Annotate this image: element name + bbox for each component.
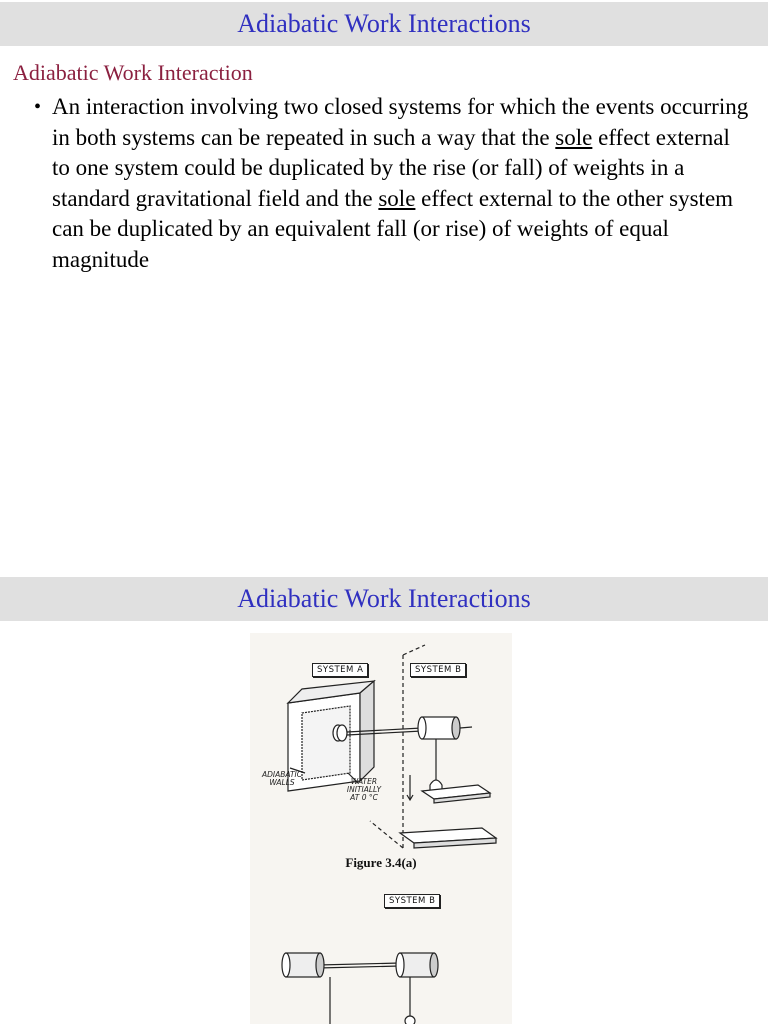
adiabatic-walls-line1: ADIABATIC <box>261 770 302 779</box>
figure-caption: Figure 3.4(a) <box>345 855 417 870</box>
bullet-sole-1: sole <box>555 124 593 150</box>
adiabatic-walls-line2: WALLS <box>269 778 295 787</box>
bullet-text <box>52 92 752 275</box>
system-b-label-2: SYSTEM B <box>384 894 440 908</box>
apparatus-diagram-icon <box>250 633 512 1024</box>
figure-3-4a <box>250 633 512 1024</box>
slide1-subheading: Adiabatic Work Interaction <box>13 60 253 85</box>
slide2-title: Adiabatic Work Interactions <box>237 584 531 613</box>
system-b-label: SYSTEM B <box>410 663 466 677</box>
slide2-title-bar <box>0 577 768 621</box>
water-note <box>336 778 392 802</box>
slide1-title: Adiabatic Work Interactions <box>237 9 531 38</box>
system-a-label: SYSTEM A <box>312 663 368 677</box>
water-line2: INITIALLY <box>346 785 382 794</box>
bullet-dot-icon: • <box>34 96 42 118</box>
bullet-part2: effect external to one system could be duplicated by the rise (or fall) of weights in a standard gravitational field and the <box>52 124 730 211</box>
water-line1: WATER <box>350 777 378 786</box>
bullet-sole-2: sole <box>378 185 416 211</box>
slide1-title-bar <box>0 2 768 46</box>
water-line3: AT 0 °C <box>350 793 378 802</box>
adiabatic-walls-note <box>256 771 308 787</box>
bullet-part3: effect external to the other system can be duplicated by an equivalent fall (or rise) of weights of equal magnitude <box>52 185 734 272</box>
bullet-part1: An interaction involving two closed systems for which the events occurring in both systems can be repeated in such a way that the <box>52 94 749 150</box>
